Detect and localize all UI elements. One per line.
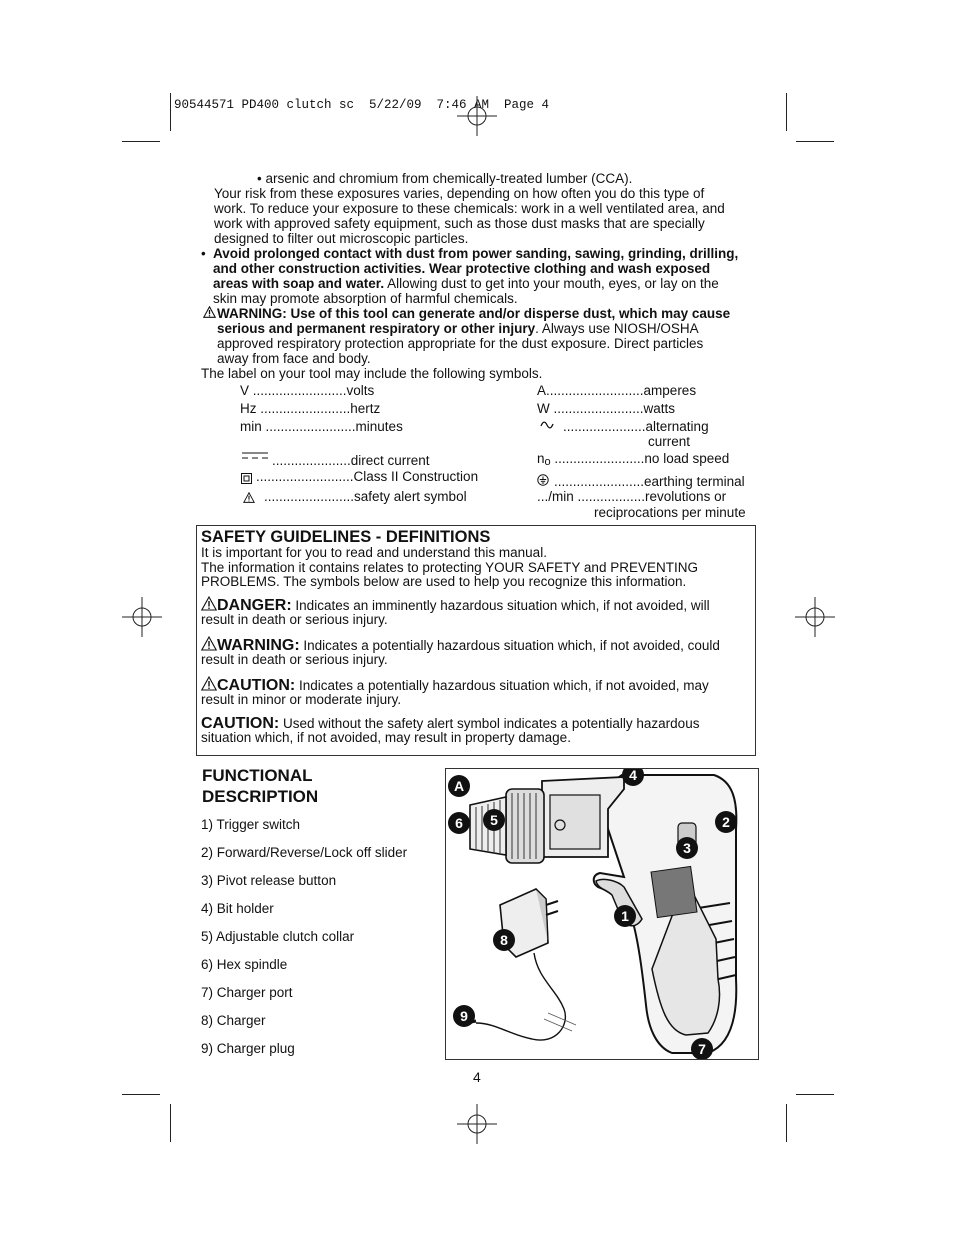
risk-line: work with approved safety equipment, such as those dust masks that are specially: [214, 216, 705, 231]
list-item: 4) Bit holder: [201, 901, 274, 916]
alternating-current-icon: [540, 420, 554, 430]
safety-guidelines-title: SAFETY GUIDELINES - DEFINITIONS: [201, 528, 491, 546]
caution-no-symbol-line2: situation which, if not avoided, may result in property damage.: [201, 730, 571, 745]
safety-alert-icon: [201, 596, 217, 611]
list-item: 3) Pivot release button: [201, 873, 337, 888]
list-item: 7) Charger port: [201, 985, 293, 1000]
callout-9: 9: [453, 1005, 475, 1027]
symbol-rpm: .../min ..................revolutions or: [537, 489, 727, 504]
safety-intro-line: PROBLEMS. The symbols below are used to help you recognize this information.: [201, 574, 687, 589]
warn-line: away from face and body.: [217, 351, 371, 366]
class-two-construction-icon: [241, 473, 252, 484]
safety-guidelines-box: [196, 525, 756, 756]
symbol-alternating-current: ......................alternating: [563, 419, 709, 434]
crop-mark: [796, 141, 834, 142]
print-slug: 90544571 PD400 clutch sc 5/22/09 7:46 AM Page 4: [174, 98, 550, 112]
crop-mark: [170, 1104, 171, 1142]
callout-a: A: [448, 775, 470, 797]
avoid-line: areas with soap and water. Allowing dust to get into your mouth, eyes, or lay on the: [213, 276, 719, 291]
bullet-cca: • arsenic and chromium from chemically-treated lumber (CCA).: [257, 171, 633, 186]
safety-intro-line: It is important for you to read and understand this manual.: [201, 545, 547, 560]
registration-mark: [122, 597, 162, 637]
callout-8: 8: [493, 929, 515, 951]
list-item: 9) Charger plug: [201, 1041, 295, 1056]
symbol-direct-current: .....................direct current: [272, 453, 430, 468]
avoid-line: Avoid prolonged contact with dust from power sanding, sawing, grinding, drilling,: [213, 246, 739, 261]
warning-definition-line2: result in death or serious injury.: [201, 652, 388, 667]
symbol-safety-alert: ........................safety alert symbol: [264, 489, 467, 504]
list-item: 5) Adjustable clutch collar: [201, 929, 355, 944]
functional-description-title: FUNCTIONAL DESCRIPTION: [202, 766, 319, 806]
safety-alert-icon: [203, 306, 216, 318]
risk-line: work. To reduce your exposure to these chemicals: work in a well ventilated area, and: [214, 201, 725, 216]
symbol-alternating-current-2: current: [648, 434, 691, 449]
safety-alert-icon: [201, 676, 217, 691]
symbol-class-two: ..........................Class II Construction: [256, 469, 479, 484]
caution-definition-line2: result in minor or moderate injury.: [201, 692, 402, 707]
registration-mark: [795, 597, 835, 637]
callout-3: 3: [676, 837, 698, 859]
symbol-rpm-2: reciprocations per minute: [594, 505, 746, 520]
crop-mark: [170, 93, 171, 131]
callout-2: 2: [715, 811, 737, 833]
crop-mark: [786, 93, 787, 131]
registration-mark: [457, 1104, 497, 1144]
danger-definition: DANGER: Indicates an imminently hazardous situation which, if not avoided, will: [201, 596, 751, 614]
list-item: 6) Hex spindle: [201, 957, 288, 972]
symbol-watts: W ........................watts: [537, 401, 676, 416]
warn-line: WARNING: Use of this tool can generate and/or disperse dust, which may cause: [217, 306, 731, 321]
symbol-minutes: min ........................minutes: [240, 419, 403, 434]
risk-paragraph: [214, 186, 759, 246]
dust-warning-paragraph: [217, 306, 762, 366]
danger-definition-line2: result in death or serious injury.: [201, 612, 388, 627]
caution-definition: CAUTION: Indicates a potentially hazardous situation which, if not avoided, may: [201, 676, 751, 694]
callout-5: 5: [483, 809, 505, 831]
safety-alert-icon: [201, 636, 217, 651]
crop-mark: [122, 141, 160, 142]
list-item: 1) Trigger switch: [201, 817, 301, 832]
bullet-dot: •: [201, 246, 206, 261]
symbol-amperes: A..........................amperes: [537, 383, 697, 398]
warn-line: approved respiratory protection appropriate for the dust exposure. Direct particles: [217, 336, 704, 351]
callout-4: 4: [622, 768, 644, 786]
callout-1: 1: [614, 905, 636, 927]
earthing-terminal-icon: [537, 474, 549, 486]
avoid-line: and other construction activities. Wear protective clothing and wash exposed: [213, 261, 711, 276]
direct-current-icon: [242, 451, 268, 461]
callout-6: 6: [448, 812, 470, 834]
crop-mark: [796, 1094, 834, 1095]
warning-definition: WARNING: Indicates a potentially hazardous situation which, if not avoided, could: [201, 636, 751, 654]
page-number: 4: [473, 1069, 481, 1085]
warn-line: serious and permanent respiratory or other injury. Always use NIOSH/OSHA: [217, 321, 699, 336]
crop-mark: [122, 1094, 160, 1095]
avoid-dust-paragraph: [213, 246, 758, 306]
list-item: 2) Forward/Reverse/Lock off slider: [201, 845, 408, 860]
risk-line: designed to filter out microscopic particles.: [214, 231, 469, 246]
avoid-line: skin may promote absorption of harmful chemicals.: [213, 291, 518, 306]
safety-alert-icon: [243, 492, 255, 503]
symbol-volts: V .........................volts: [240, 383, 375, 398]
screwdriver-illustration: [445, 768, 759, 1060]
caution-no-symbol-definition: CAUTION: Used without the safety alert symbol indicates a potentially hazardous: [201, 714, 700, 732]
symbol-hertz: Hz ........................hertz: [240, 401, 381, 416]
risk-line: Your risk from these exposures varies, depending on how often you do this type of: [214, 186, 705, 201]
safety-intro-line: The information it contains relates to protecting YOUR SAFETY and PREVENTING: [201, 559, 698, 575]
list-item: 8) Charger: [201, 1013, 266, 1028]
symbol-no-load-speed: no ........................no load speed: [537, 451, 730, 468]
symbol-earthing-terminal: ........................earthing terminal: [554, 474, 745, 489]
callout-7: 7: [691, 1038, 713, 1060]
crop-mark: [786, 1104, 787, 1142]
label-intro: The label on your tool may include the following symbols.: [201, 366, 543, 381]
